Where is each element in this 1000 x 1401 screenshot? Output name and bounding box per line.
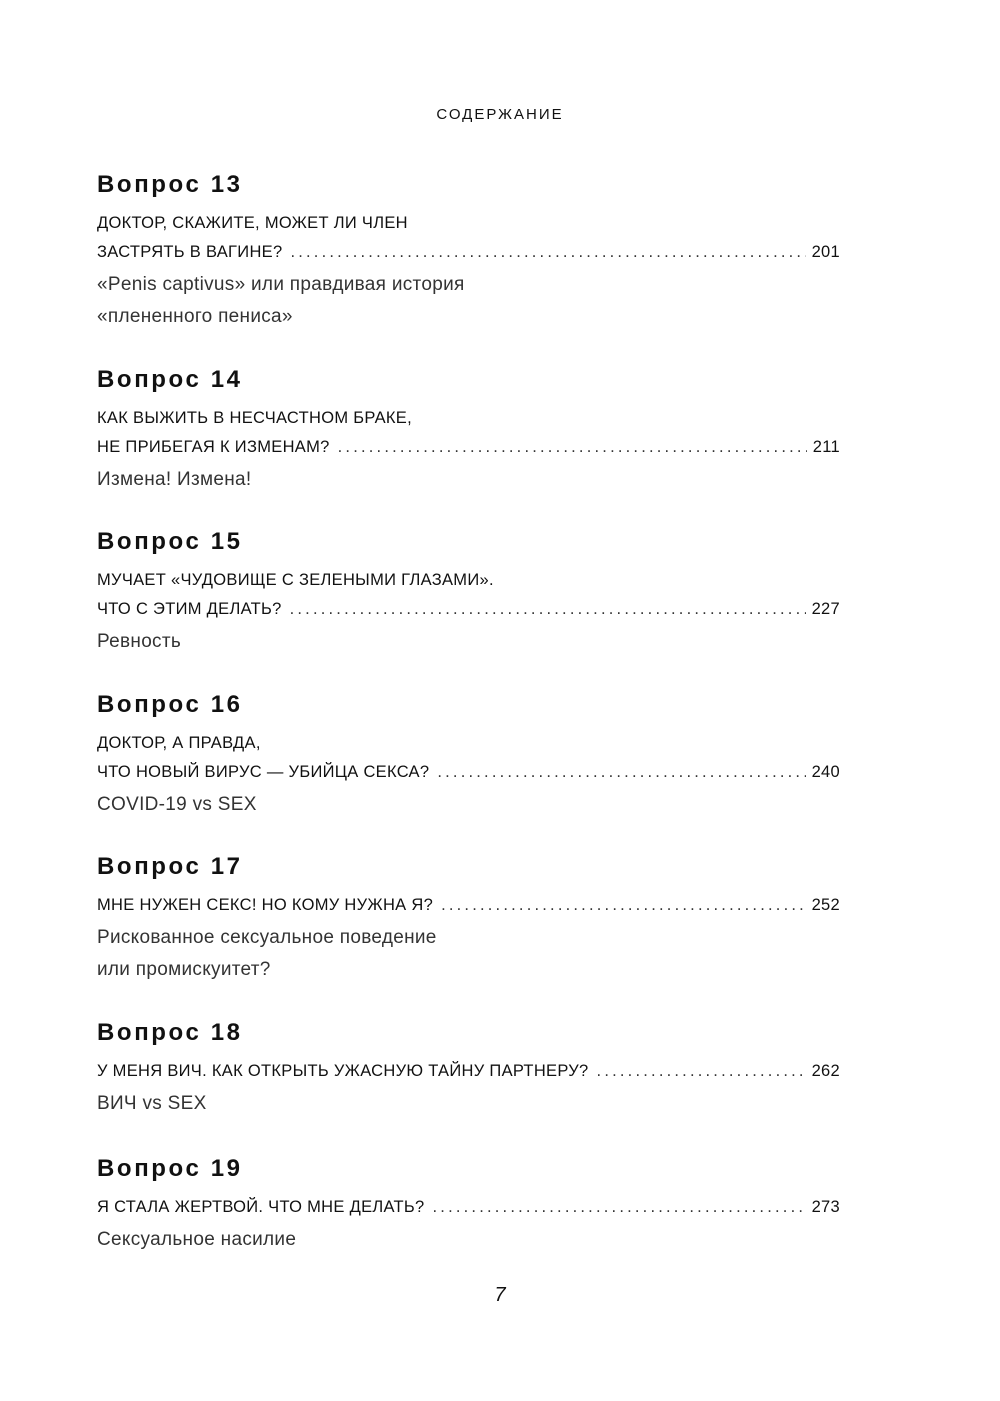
- dot-leader: [597, 1057, 806, 1086]
- entry-heading-line: КАК ВЫЖИТЬ В НЕСЧАСТНОМ БРАКЕ,: [97, 409, 412, 427]
- entry-subtitle: «Penis captivus» или правдивая история: [97, 274, 465, 295]
- toc-entry[interactable]: [97, 690, 840, 821]
- entry-subtitle: Рискованное сексуальное поведение: [97, 927, 437, 948]
- toc-entry[interactable]: [97, 1018, 840, 1120]
- toc-entry[interactable]: [97, 852, 840, 986]
- question-title: Вопрос 19: [97, 1155, 243, 1182]
- entry-subtitle: COVID-19 vs SEX: [97, 794, 257, 815]
- dot-leader: [433, 1193, 806, 1222]
- toc-entry[interactable]: [97, 170, 840, 333]
- entry-subtitle: Сексуальное насилие: [97, 1229, 297, 1250]
- running-header: СОДЕРЖАНИЕ: [436, 106, 564, 123]
- entry-heading-line: ДОКТОР, СКАЖИТЕ, МОЖЕТ ЛИ ЧЛЕН: [97, 214, 408, 232]
- dot-leader: [338, 433, 807, 462]
- question-title: Вопрос 16: [97, 691, 243, 718]
- dot-leader: [290, 595, 806, 624]
- entry-heading-last-line: ЧТО С ЭТИМ ДЕЛАТЬ?: [97, 600, 282, 618]
- page-ref: 201: [811, 243, 840, 261]
- entry-heading-last-line: ЗАСТРЯТЬ В ВАГИНЕ?: [97, 243, 283, 261]
- question-title: Вопрос 13: [97, 171, 243, 198]
- toc-entry[interactable]: [97, 527, 840, 658]
- page-ref: 273: [811, 1198, 840, 1216]
- dot-leader: [441, 891, 806, 920]
- entry-leader-line: [97, 595, 840, 624]
- page-ref: 227: [811, 600, 840, 618]
- page-ref: 252: [811, 896, 840, 914]
- page-ref: 240: [811, 763, 840, 781]
- toc-entry[interactable]: [97, 365, 840, 496]
- question-title: Вопрос 17: [97, 853, 243, 880]
- question-title: Вопрос 14: [97, 366, 243, 393]
- page-ref: 262: [811, 1062, 840, 1080]
- toc-entry[interactable]: [97, 1154, 840, 1256]
- question-title: Вопрос 15: [97, 528, 243, 555]
- page-ref: 211: [812, 438, 840, 456]
- entry-heading-line: МУЧАЕТ «ЧУДОВИЩЕ С ЗЕЛЕНЫМИ ГЛАЗАМИ».: [97, 571, 494, 589]
- dot-leader: [437, 758, 805, 787]
- entry-heading-last-line: МНЕ НУЖЕН СЕКС! НО КОМУ НУЖНА Я?: [97, 896, 434, 914]
- entry-heading-last-line: ЧТО НОВЫЙ ВИРУС — УБИЙЦА СЕКСА?: [97, 763, 430, 781]
- entry-subtitle: Измена! Измена!: [97, 469, 252, 490]
- page-number: 7: [494, 1284, 506, 1306]
- entry-subtitle: ВИЧ vs SEX: [97, 1093, 207, 1114]
- entry-leader-line: [97, 758, 840, 787]
- dot-leader: [290, 238, 805, 267]
- entry-leader-line: [97, 1193, 840, 1222]
- entry-leader-line: [97, 433, 840, 462]
- entry-leader-line: [97, 238, 840, 267]
- entry-leader-line: [97, 1057, 840, 1086]
- entry-heading-last-line: Я СТАЛА ЖЕРТВОЙ. ЧТО МНЕ ДЕЛАТЬ?: [97, 1198, 425, 1216]
- entry-leader-line: [97, 891, 840, 920]
- question-title: Вопрос 18: [97, 1019, 243, 1046]
- entry-subtitle: или промискуитет?: [97, 959, 271, 980]
- entry-heading-line: ДОКТОР, А ПРАВДА,: [97, 734, 261, 752]
- entry-heading-last-line: У МЕНЯ ВИЧ. КАК ОТКРЫТЬ УЖАСНУЮ ТАЙНУ ПАРТНЕРУ?: [97, 1062, 589, 1080]
- entry-subtitle: Ревность: [97, 631, 182, 652]
- entry-heading-last-line: НЕ ПРИБЕГАЯ К ИЗМЕНАМ?: [97, 438, 330, 456]
- entry-subtitle: «плененного пениса»: [97, 306, 293, 327]
